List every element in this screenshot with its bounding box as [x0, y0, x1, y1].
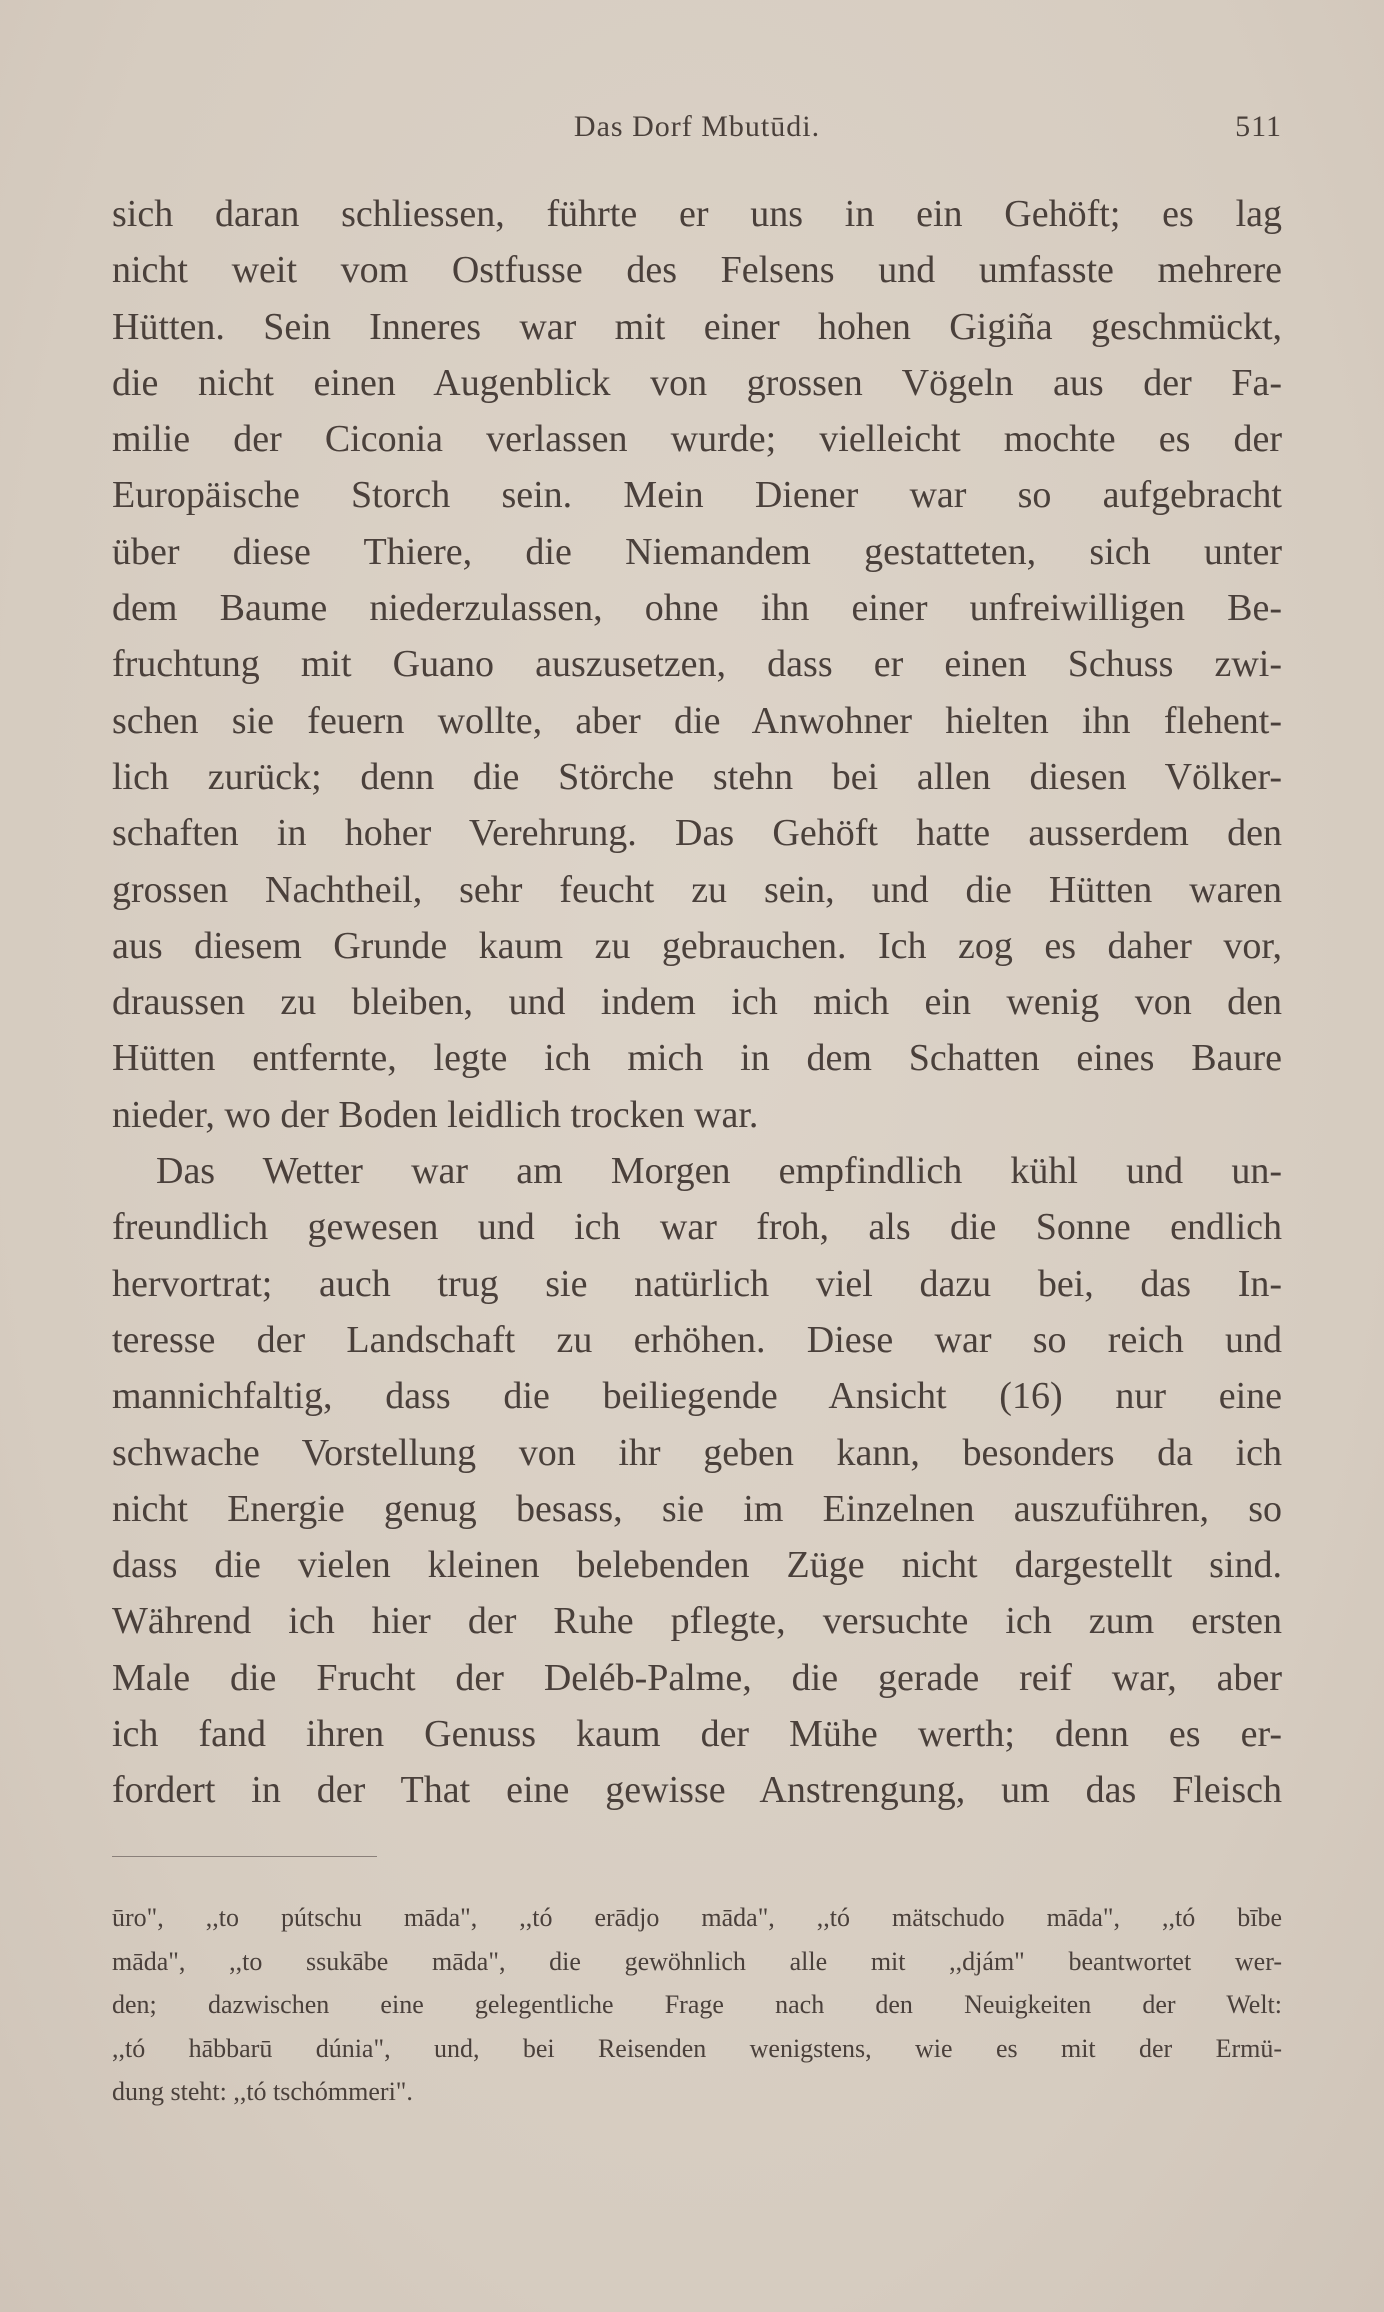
text-line: freundlich gewesen und ich war froh, als die Sonne endlich [112, 1206, 1282, 1249]
body-text [112, 186, 1282, 1819]
text-line: ich fand ihren Genuss kaum der Mühe werth; denn es er- [112, 1713, 1282, 1756]
text-line: Hütten. Sein Inneres war mit einer hohen Gigiña geschmückt, [112, 305, 1282, 348]
text-line: Male die Frucht der Deléb-Palme, die gerade reif war, aber [112, 1656, 1282, 1699]
text-line: dem Baume niederzulassen, ohne ihn einer unfreiwilligen Be- [112, 587, 1282, 630]
running-title: Das Dorf Mbutūdi. [573, 110, 821, 143]
text-line: nicht Energie genug besass, sie im Einzelnen auszuführen, so [112, 1487, 1282, 1530]
paragraph-start-line: Das Wetter war am Morgen empfindlich kühl und un- [156, 1150, 1282, 1193]
text-line: Während ich hier der Ruhe pflegte, versuchte ich zum ersten [112, 1600, 1282, 1643]
footnote-line: māda", ,,to ssukābe māda", die gewöhnlich alle mit ,,djám" beantwortet wer- [112, 1946, 1282, 1976]
text-line: sich daran schliessen, führte er uns in ein Gehöft; es lag [112, 193, 1282, 235]
text-line: dass die vielen kleinen belebenden Züge nicht dargestellt sind. [112, 1544, 1282, 1587]
text-line: schen sie feuern wollte, aber die Anwohner hielten ihn flehent- [112, 699, 1282, 742]
text-line: schaften in hoher Verehrung. Das Gehöft hatte ausserdem den [112, 812, 1282, 855]
footnote-line: dung steht: ,,tó tschómmeri". [112, 2077, 413, 2106]
text-line: aus diesem Grunde kaum zu gebrauchen. Ich zog es daher vor, [112, 924, 1282, 967]
text-line: hervortrat; auch trug sie natürlich viel dazu bei, das In- [112, 1262, 1282, 1305]
text-line: fordert in der That eine gewisse Anstrengung, um das Fleisch [112, 1769, 1282, 1812]
text-line: nicht weit vom Ostfusse des Felsens und umfasste mehrere [112, 249, 1282, 292]
footnote-line: ,,tó hābbarū dúnia", und, bei Reisenden wenigstens, wie es mit der Ermü- [112, 2033, 1282, 2063]
page-number: 511 [1235, 110, 1282, 143]
text-line: über diese Thiere, die Niemandem gestatteten, sich unter [112, 530, 1282, 573]
footnotes [112, 1896, 1282, 2114]
footnote-line: den; dazwischen eine gelegentliche Frage nach den Neuigkeiten der Welt: [112, 1990, 1282, 2019]
text-line: teresse der Landschaft zu erhöhen. Diese war so reich und [112, 1318, 1282, 1361]
running-head [112, 110, 1282, 150]
text-line: Hütten entfernte, legte ich mich in dem Schatten eines Baure [112, 1037, 1282, 1080]
text-line: die nicht einen Augenblick von grossen Vögeln aus der Fa- [112, 361, 1282, 404]
text-line: Europäische Storch sein. Mein Diener war so aufgebracht [112, 474, 1282, 517]
paragraph-end-line: nieder, wo der Boden leidlich trocken war. [112, 1093, 759, 1136]
text-line: lich zurück; denn die Störche stehn bei allen diesen Völker- [112, 755, 1282, 798]
text-line: fruchtung mit Guano auszusetzen, dass er einen Schuss zwi- [112, 643, 1282, 686]
text-line: mannichfaltig, dass die beiliegende Ansicht (16) nur eine [112, 1375, 1282, 1418]
text-line: milie der Ciconia verlassen wurde; vielleicht mochte es der [112, 418, 1282, 461]
footnote-divider [112, 1856, 377, 1857]
footnote-line: ūro", ,,to pútschu māda", ,,tó erādjo māda", ,,tó mätschudo māda", ,,tó bībe [112, 1903, 1282, 1932]
text-line: grossen Nachtheil, sehr feucht zu sein, und die Hütten waren [112, 868, 1282, 911]
text-line: draussen zu bleiben, und indem ich mich ein wenig von den [112, 981, 1282, 1024]
text-line: schwache Vorstellung von ihr geben kann, besonders da ich [112, 1431, 1282, 1474]
